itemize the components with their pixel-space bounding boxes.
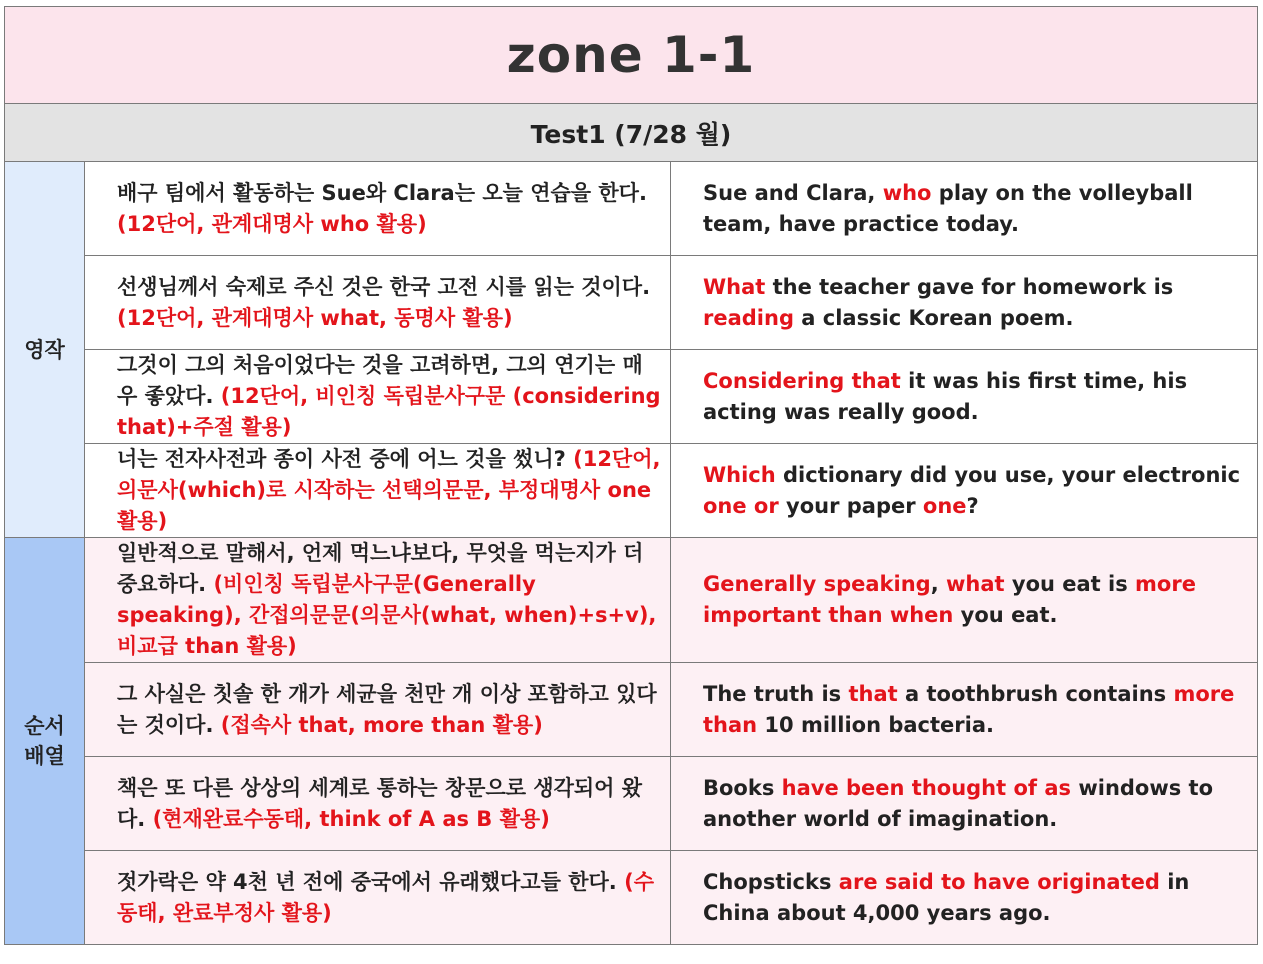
- plain-text: ?: [966, 493, 979, 518]
- highlighted-text: have been thought of as: [781, 775, 1072, 800]
- worksheet-title: zone 1-1: [5, 7, 1258, 104]
- highlighted-text: (12단어, 관계대명사 what, 동명사 활용): [117, 305, 513, 330]
- plain-text: you eat.: [953, 603, 1058, 627]
- highlighted-text: Generally speaking: [703, 572, 931, 596]
- plain-text: your paper: [778, 493, 923, 518]
- english-answer: [671, 444, 1258, 538]
- highlighted-text: are said to have originated: [838, 869, 1160, 894]
- exercise-row: [5, 851, 1258, 945]
- korean-prompt: [85, 663, 671, 757]
- highlighted-text: who: [882, 180, 932, 205]
- korean-prompt: [85, 538, 671, 663]
- plain-text: play on the volleyball team, have practice today.: [703, 180, 1193, 236]
- plain-text: windows to another world of imagination.: [703, 775, 1214, 831]
- highlighted-text: (12단어, 관계대명사 who 활용): [117, 211, 427, 236]
- exercise-row: [5, 350, 1258, 444]
- highlighted-text: (12단어, 비인칭 독립분사구문 (considering that)+주절 활용): [117, 384, 661, 439]
- highlighted-text: Which: [703, 462, 776, 487]
- plain-text: a classic Korean poem.: [793, 305, 1074, 330]
- plain-text: in China about 4,000 years ago.: [703, 869, 1190, 925]
- category-writing: [5, 162, 85, 538]
- highlighted-text: one or: [703, 493, 779, 518]
- highlighted-text: more important than when: [703, 572, 1196, 627]
- plain-text: 젓가락은 약 4천 년 전에 중국에서 유래했다고들 한다.: [117, 869, 625, 894]
- exercise-row: [5, 663, 1258, 757]
- plain-text: dictionary did you use, your electronic: [775, 462, 1241, 487]
- english-answer: [671, 663, 1258, 757]
- category-word-order: [5, 538, 85, 945]
- plain-text: 일반적으로 말해서, 언제 먹느냐보다, 무엇을 먹는지가 더 중요하다.: [117, 541, 644, 596]
- korean-prompt: [85, 851, 671, 945]
- plain-text: 10 million bacteria.: [757, 712, 994, 737]
- plain-text: 그 사실은 칫솔 한 개가 세균을 천만 개 이상 포함하고 있다는 것이다.: [117, 681, 657, 737]
- highlighted-text: (접속사 that, more than 활용): [220, 712, 543, 737]
- highlighted-text: what: [946, 572, 1005, 596]
- exercise-row: [5, 444, 1258, 538]
- highlighted-text: more than: [703, 681, 1235, 737]
- plain-text: ,: [930, 572, 946, 596]
- english-answer: [671, 851, 1258, 945]
- plain-text: you eat is: [1004, 572, 1136, 596]
- english-answer: [671, 538, 1258, 663]
- exercise-row: [5, 256, 1258, 350]
- exercise-row: [5, 162, 1258, 256]
- highlighted-text: (비인칭 독립분사구문(Generally speaking), 간접의문문(의문사(what, when)+s+v), 비교급 than 활용): [117, 572, 657, 658]
- category-order-label-line2: 배열: [24, 744, 65, 768]
- english-answer: [671, 162, 1258, 256]
- korean-prompt: [85, 256, 671, 350]
- plain-text: 책은 또 다른 상상의 세계로 통하는 창문으로 생각되어 왔다.: [117, 775, 643, 831]
- highlighted-text: (수동태, 완료부정사 활용): [117, 869, 654, 925]
- highlighted-text: (현재완료수동태, think of A as B 활용): [152, 806, 550, 831]
- plain-text: Books: [703, 775, 782, 800]
- highlighted-text: that: [848, 681, 898, 706]
- plain-text: a toothbrush contains: [897, 681, 1174, 706]
- plain-text: it was his first time, his acting was really good.: [703, 368, 1188, 424]
- english-answer: [671, 757, 1258, 851]
- plain-text: 배구 팀에서 활동하는 Sue와 Clara는 오늘 연습을 한다.: [117, 180, 647, 205]
- highlighted-text: reading: [703, 305, 794, 330]
- plain-text: 그것이 그의 처음이었다는 것을 고려하면, 그의 연기는 매우 좋았다.: [117, 353, 643, 408]
- category-writing-label: 영작: [24, 337, 65, 362]
- korean-prompt: [85, 162, 671, 256]
- test-subtitle: Test1 (7/28 월): [5, 104, 1258, 162]
- plain-text: the teacher gave for homework is: [765, 274, 1174, 299]
- plain-text: 선생님께서 숙제로 주신 것은 한국 고전 시를 읽는 것이다.: [117, 274, 651, 299]
- highlighted-text: Considering that: [703, 368, 901, 393]
- exercise-row: [5, 538, 1258, 663]
- category-order-label-line1: 순서: [24, 714, 65, 738]
- english-answer: [671, 350, 1258, 444]
- exercise-row: [5, 757, 1258, 851]
- korean-prompt: [85, 757, 671, 851]
- highlighted-text: (12단어, 의문사(which)로 시작하는 선택의문문, 부정대명사 one 활용): [117, 447, 661, 533]
- plain-text: 너는 전자사전과 종이 사전 중에 어느 것을 썼니?: [117, 447, 574, 471]
- highlighted-text: one: [922, 493, 967, 518]
- korean-prompt: [85, 350, 671, 444]
- plain-text: The truth is: [703, 681, 849, 706]
- highlighted-text: What: [703, 274, 766, 299]
- korean-prompt: [85, 444, 671, 538]
- plain-text: Chopsticks: [703, 869, 839, 894]
- worksheet-table: [4, 6, 1258, 945]
- english-answer: [671, 256, 1258, 350]
- plain-text: Sue and Clara,: [703, 180, 883, 205]
